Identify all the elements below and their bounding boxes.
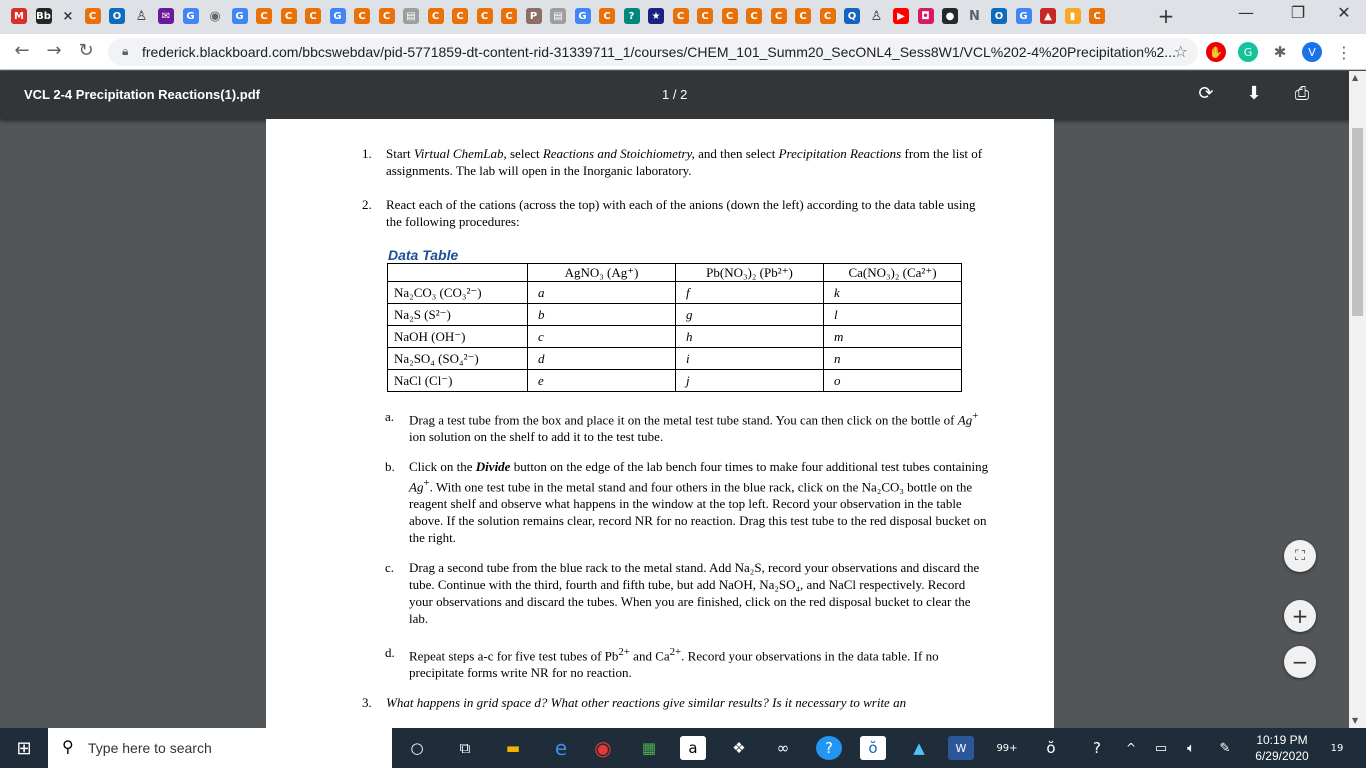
table-row: [388, 304, 962, 326]
browser-tab[interactable]: [596, 5, 618, 27]
table-row: [388, 282, 962, 304]
browser-tab[interactable]: [474, 5, 496, 27]
photo-icon: ◘: [918, 8, 934, 24]
browser-tab[interactable]: [180, 5, 202, 27]
clock-date: 6/29/2020: [1255, 749, 1309, 763]
scroll-down-arrow[interactable]: ▼: [1352, 716, 1359, 725]
google-icon: G: [575, 8, 591, 24]
observation-cell: i: [676, 348, 824, 370]
search-icon: ⚲: [62, 737, 74, 756]
browser-tab[interactable]: [302, 5, 324, 27]
scroll-up-arrow[interactable]: ▲: [1352, 73, 1359, 82]
data-table: [387, 263, 962, 392]
substep-d-label: d.: [385, 645, 395, 660]
substep-c-text: Drag a second tube from the blue rack to the metal stand. Add Na₂S, record your observations and discard the tube. Continue with the third, fourth and fifth tube, but add NaOH, Na₂SO₄, and NaCl respectively. Record your observations and discard the tubes. When you are finished, click on the red disposal bucket to clear the lab.: [409, 560, 980, 626]
browser-tab[interactable]: [327, 5, 349, 27]
anion-cell: NaCl (Cl⁻): [388, 370, 528, 392]
step-3-text: What happens in grid space d? What other reactions give similar results? Is it necessary to write an: [386, 695, 907, 710]
n-icon: N: [969, 8, 980, 24]
flag-icon: ▲: [1040, 8, 1056, 24]
close-window-button[interactable]: ✕: [1337, 3, 1351, 22]
browser-tab[interactable]: [964, 5, 986, 27]
table-header-cell: [388, 264, 528, 282]
browser-tab[interactable]: [82, 5, 104, 27]
browser-tab[interactable]: [253, 5, 275, 27]
windows-start-icon[interactable]: ⊞: [16, 737, 32, 759]
photos-icon[interactable]: ▲: [913, 739, 925, 757]
browser-tab[interactable]: [915, 5, 937, 27]
browser-tab[interactable]: [1013, 5, 1035, 27]
browser-tab[interactable]: [449, 5, 471, 27]
step-1-text: Start Virtual ChemLab, select Reactions and Stoichiometry, and then select Precipitation Reactions from the list of assignments. The lab will open in the Inorganic laboratory.: [386, 146, 983, 178]
menu-icon[interactable]: ⋮: [1336, 42, 1352, 62]
cortana-icon[interactable]: ○: [410, 739, 424, 757]
observation-cell: m: [824, 326, 962, 348]
edge-icon[interactable]: e: [554, 736, 568, 760]
browser-tab[interactable]: [547, 5, 569, 27]
site-c-icon: C: [379, 8, 395, 24]
rotate-icon[interactable]: ⟳: [1198, 83, 1214, 104]
file-explorer-icon[interactable]: ▬: [505, 739, 521, 757]
browser-tab[interactable]: [8, 5, 30, 27]
browser-tab[interactable]: [621, 5, 643, 27]
observation-cell: a: [528, 282, 676, 304]
pen-icon[interactable]: ✎: [1219, 740, 1231, 756]
url-text: frederick.blackboard.com/bbcswebdav/pid-5771859-dt-content-rid-31339711_1/courses/CHEM_101_Summ20_SecONL4_Sess8W1/VCL%202-4%20Precipitation%2...: [142, 44, 1176, 60]
site-c-icon: C: [795, 8, 811, 24]
browser-tab[interactable]: [866, 5, 888, 27]
reload-button[interactable]: ↻: [78, 40, 94, 61]
substep-b-text: Click on the Divide button on the edge of the lab bench four times to make four additional test tubes containing Ag+. With one test tube in the metal stand and four others in the blue rack, click on the Na₂CO₃ bottle on the reagent shelf and observe what happens in the window at the top left. Record your observation in the table above. If the solution remains clear, record NR for no reaction. Drag this test tube to the red disposal bucket on the right.: [409, 459, 989, 546]
chevron-up-icon[interactable]: ^: [1125, 741, 1137, 755]
pearson-icon: P: [526, 8, 542, 24]
store-icon[interactable]: ▦: [641, 739, 657, 757]
browser-tab[interactable]: [523, 5, 545, 27]
site-c-icon: C: [722, 8, 738, 24]
observation-cell: k: [824, 282, 962, 304]
chrome-icon[interactable]: ◉: [594, 736, 612, 760]
lock-icon[interactable]: 🔒︎: [122, 44, 129, 58]
table-header-row: [388, 264, 962, 282]
substep-a-label: a.: [385, 409, 395, 424]
browser-tab[interactable]: [33, 5, 55, 27]
table-header-cell: Ca(NO₃)₂ (Ca²⁺): [824, 264, 962, 282]
gmail-icon: M: [11, 8, 27, 24]
substep-a-text: Drag a test tube from the box and place it on the metal test tube stand. You can then click on the bottle of Ag+ ion solution on the shelf to add it to the test tube.: [409, 410, 979, 445]
browser-tab[interactable]: [768, 5, 790, 27]
search-site-icon: Q: [844, 8, 860, 24]
adblock-icon[interactable]: ✋: [1206, 42, 1226, 62]
observation-cell: n: [824, 348, 962, 370]
browser-tab[interactable]: [939, 5, 961, 27]
profile-avatar[interactable]: V: [1302, 42, 1322, 62]
google-icon: G: [1016, 8, 1032, 24]
observation-cell: b: [528, 304, 676, 326]
anion-cell: Na₂S (S²⁻): [388, 304, 528, 326]
browser-tab[interactable]: [278, 5, 300, 27]
anion-cell: NaOH (OH⁻): [388, 326, 528, 348]
table-row: [388, 326, 962, 348]
amazon-icon[interactable]: a: [680, 736, 706, 760]
anion-cell: Na₂SO₄ (SO₄²⁻): [388, 348, 528, 370]
observation-cell: e: [528, 370, 676, 392]
outlook-icon: O: [991, 8, 1007, 24]
browser-tab[interactable]: [572, 5, 594, 27]
browser-toolbar: [0, 34, 1366, 70]
site-c-icon: C: [697, 8, 713, 24]
browser-tab[interactable]: [670, 5, 692, 27]
observation-cell: d: [528, 348, 676, 370]
browser-tab[interactable]: [792, 5, 814, 27]
site-c-icon: C: [820, 8, 836, 24]
browser-tab[interactable]: [890, 5, 912, 27]
extensions-icon[interactable]: ✱: [1273, 43, 1287, 61]
table-row: [388, 370, 962, 392]
step-2-text: React each of the cations (across the top) with each of the anions (down the left) according to the data table using the following procedures:: [386, 197, 976, 229]
browser-tab[interactable]: [1037, 5, 1059, 27]
observation-cell: h: [676, 326, 824, 348]
fit-page-button[interactable]: ⛶: [1284, 540, 1316, 572]
anion-cell: Na₂CO₃ (CO₃²⁻): [388, 282, 528, 304]
user-icon: ♙: [870, 8, 883, 24]
browser-tab[interactable]: [694, 5, 716, 27]
clock-time: 10:19 PM: [1256, 733, 1308, 747]
site-c-icon: C: [281, 8, 297, 24]
site-c-icon: C: [256, 8, 272, 24]
action-center-icon[interactable]: 19: [1330, 742, 1344, 754]
forward-button[interactable]: →: [46, 40, 62, 61]
data-table-title: Data Table: [388, 247, 459, 263]
close-icon: ×: [62, 8, 74, 24]
document-icon: ▤: [550, 8, 566, 24]
restore-button[interactable]: ❐: [1290, 3, 1306, 22]
step-1-number: 1.: [362, 146, 372, 161]
table-row: [388, 348, 962, 370]
step-2-number: 2.: [362, 197, 372, 212]
taskbar: [0, 728, 1366, 768]
substep-b-label: b.: [385, 459, 395, 474]
browser-tab[interactable]: [155, 5, 177, 27]
new-tab-button[interactable]: +: [1157, 4, 1175, 28]
pdf-page: [266, 119, 1054, 728]
browser-tab[interactable]: [229, 5, 251, 27]
outlook-icon: O: [109, 8, 125, 24]
substep-d-text: Repeat steps a-c for five test tubes of $Pb^{2+}$ and $Ca^{2+}$. Record your observations in the data table. If no precipitate forms write NR for no reaction.: [409, 646, 939, 681]
volume-icon[interactable]: 🔈︎: [1187, 740, 1195, 756]
browser-tab[interactable]: [106, 5, 128, 27]
page-indicator: 1 / 2: [662, 87, 688, 102]
browser-tab[interactable]: [425, 5, 447, 27]
tab-close-button[interactable]: [57, 5, 79, 27]
browser-tab[interactable]: [1086, 5, 1108, 27]
help-icon[interactable]: ?: [816, 736, 842, 760]
download-icon[interactable]: ⬇: [1246, 83, 1262, 104]
app-icon[interactable]: ŏ: [1046, 739, 1056, 757]
observation-cell: j: [676, 370, 824, 392]
observation-cell: g: [676, 304, 824, 326]
table-header-cell: Pb(NO₃)₂ (Pb²⁺): [676, 264, 824, 282]
table-header-cell: AgNO₃ (Ag⁺): [528, 264, 676, 282]
help-icon[interactable]: ?: [1093, 739, 1101, 757]
print-icon[interactable]: ⎙: [1294, 83, 1310, 104]
site-c-icon: C: [305, 8, 321, 24]
star-badge-icon: ★: [648, 8, 664, 24]
browser-tab[interactable]: [817, 5, 839, 27]
browser-tab[interactable]: [376, 5, 398, 27]
taskbar-search[interactable]: [48, 728, 392, 768]
zoom-in-button[interactable]: +: [1284, 600, 1316, 632]
google-icon: G: [330, 8, 346, 24]
browser-tab[interactable]: [204, 5, 226, 27]
scrollbar-thumb[interactable]: [1352, 128, 1363, 316]
site-c-icon: C: [501, 8, 517, 24]
task-view-icon[interactable]: ⧉: [459, 739, 471, 757]
browser-tab[interactable]: [131, 5, 153, 27]
user-icon: ♙: [135, 8, 148, 24]
youtube-icon: ▶: [893, 8, 909, 24]
observation-cell: l: [824, 304, 962, 326]
browser-tab[interactable]: [1062, 5, 1084, 27]
site-c-icon: C: [477, 8, 493, 24]
pdf-toolbar: [0, 71, 1366, 119]
browser-tab[interactable]: [400, 5, 422, 27]
site-c-icon: C: [673, 8, 689, 24]
back-button[interactable]: ←: [14, 40, 30, 61]
grammarly-icon[interactable]: G: [1238, 42, 1258, 62]
app-icon[interactable]: ŏ: [860, 736, 886, 760]
site-c-icon: C: [354, 8, 370, 24]
site-c-icon: C: [428, 8, 444, 24]
pdf-title: VCL 2-4 Precipitation Reactions(1).pdf: [24, 87, 260, 102]
search-placeholder: Type here to search: [88, 740, 212, 756]
address-bar[interactable]: [108, 38, 1198, 66]
site-c-icon: C: [1089, 8, 1105, 24]
globe-icon: ◉: [209, 8, 221, 24]
substep-c-label: c.: [385, 560, 395, 575]
minimize-button[interactable]: —: [1238, 3, 1254, 22]
site-c-icon: C: [746, 8, 762, 24]
github-icon: ●: [942, 8, 958, 24]
browser-tab[interactable]: [719, 5, 741, 27]
help-icon: ?: [624, 8, 640, 24]
observation-cell: o: [824, 370, 962, 392]
observation-cell: c: [528, 326, 676, 348]
step-3-number: 3.: [362, 695, 372, 710]
browser-tab[interactable]: [645, 5, 667, 27]
browser-tab[interactable]: [988, 5, 1010, 27]
browser-tab[interactable]: [841, 5, 863, 27]
browser-tab[interactable]: [351, 5, 373, 27]
browser-tab[interactable]: [743, 5, 765, 27]
bookmark-star-icon[interactable]: ☆: [1173, 42, 1188, 61]
dropbox-icon[interactable]: ❖: [732, 739, 746, 757]
google-icon: G: [232, 8, 248, 24]
site-c-icon: C: [452, 8, 468, 24]
site-c-icon: C: [771, 8, 787, 24]
site-c-icon: C: [85, 8, 101, 24]
system-clock[interactable]: [1250, 732, 1314, 764]
document-icon: ▤: [403, 8, 419, 24]
site-c-icon: C: [599, 8, 615, 24]
blackboard-icon: Bb: [36, 8, 52, 24]
battery-icon[interactable]: ▭: [1154, 740, 1168, 756]
chart-icon: ▮: [1065, 8, 1081, 24]
mail-icon: ✉: [158, 8, 174, 24]
google-icon: G: [183, 8, 199, 24]
zoom-out-button[interactable]: −: [1284, 646, 1316, 678]
word-icon[interactable]: W: [948, 736, 974, 760]
notification-badge[interactable]: 99+: [996, 742, 1018, 754]
observation-cell: f: [676, 282, 824, 304]
infinity-icon[interactable]: ∞: [776, 739, 790, 757]
browser-tab[interactable]: [498, 5, 520, 27]
